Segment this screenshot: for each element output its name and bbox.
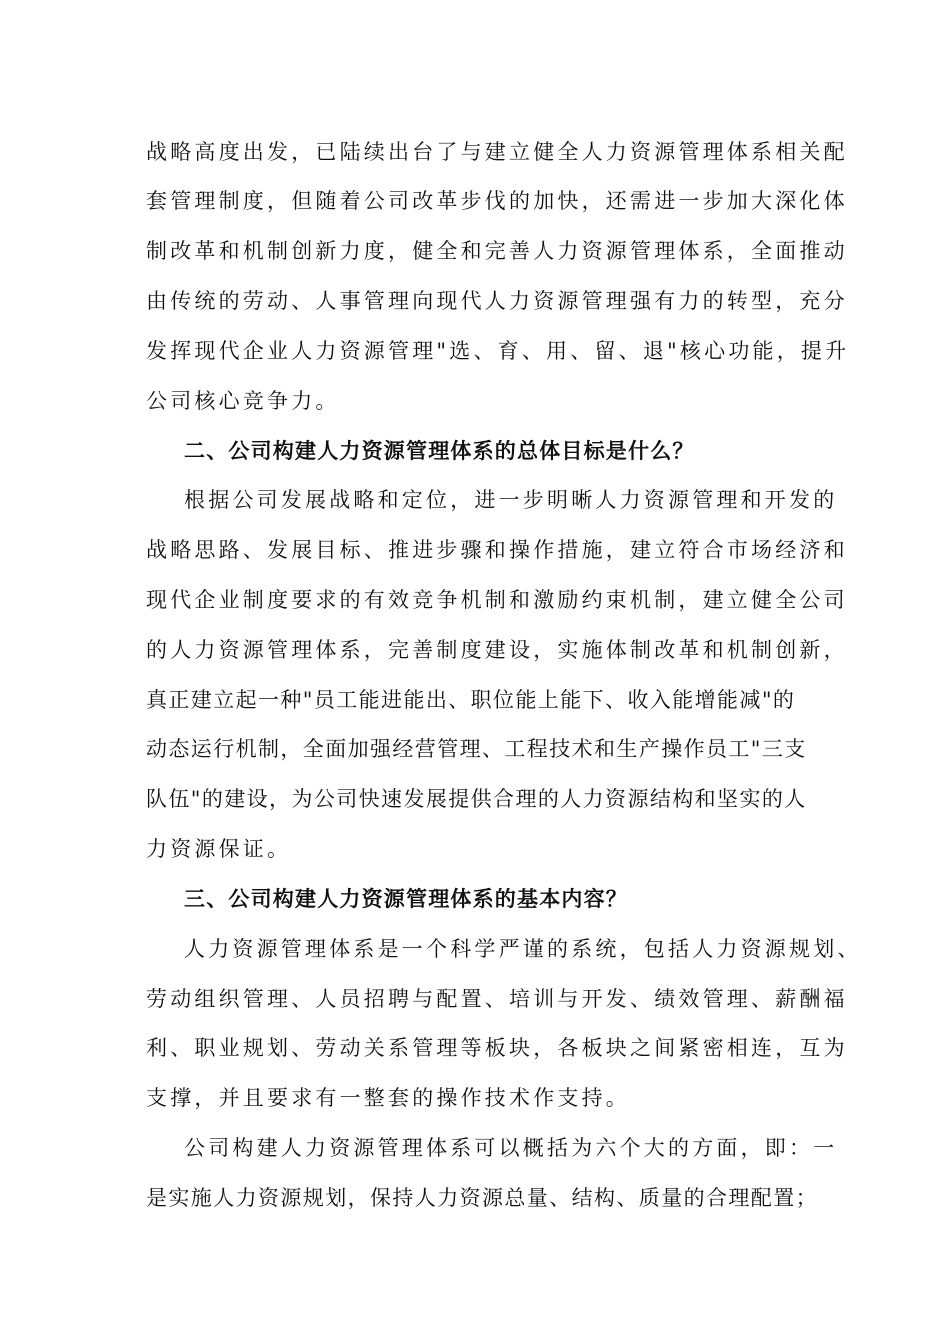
paragraph-line: 力资源保证。 [146,837,292,861]
paragraph-line: 制改革和机制创新力度，健全和完善人力资源管理体系，全面推动 [146,239,848,263]
paragraph-line: 队伍"的建设，为公司快速发展提供合理的人力资源结构和坚实的人 [146,787,807,811]
paragraph-line: 套管理制度，但随着公司改革步伐的加快，还需进一步加大深化体 [146,189,848,213]
paragraph-line: 支撑，并且要求有一整套的操作技术作支持。 [146,1086,630,1110]
paragraph-line: 战略思路、发展目标、推进步骤和操作措施，建立符合市场经济和 [146,538,848,562]
paragraph-line: 公司构建人力资源管理体系可以概括为六个大的方面，即：一 [184,1136,838,1160]
paragraph-line: 发挥现代企业人力资源管理"选、育、用、留、退"核心功能，提升 [146,339,850,363]
paragraph-line: 利、职业规划、劳动关系管理等板块，各板块之间紧密相连，互为 [146,1036,848,1060]
paragraph-line: 的人力资源管理体系，完善制度建设，实施体制改革和机制创新， [146,638,848,662]
paragraph-line: 根据公司发展战略和定位，进一步明晰人力资源管理和开发的 [184,488,838,512]
paragraph-line: 现代企业制度要求的有效竞争机制和激励约束机制，建立健全公司 [146,588,848,612]
section-heading: 三、公司构建人力资源管理体系的基本内容？ [184,887,628,911]
paragraph-line: 动态运行机制，全面加强经营管理、工程技术和生产操作员工"三支 [146,737,807,761]
paragraph-line: 是实施人力资源规划，保持人力资源总量、结构、质量的合理配置； [146,1186,818,1210]
paragraph-line: 真正建立起一种"员工能进能出、职位能上能下、收入能增能减"的 [146,688,796,712]
paragraph-line: 人力资源管理体系是一个科学严谨的系统，包括人力资源规划、 [184,937,862,961]
paragraph-line: 公司核心竞争力。 [146,389,340,413]
section-heading: 二、公司构建人力资源管理体系的总体目标是什么？ [184,439,695,463]
paragraph-line: 战略高度出发，已陆续出台了与建立健全人力资源管理体系相关配 [146,140,848,164]
paragraph-line: 由传统的劳动、人事管理向现代人力资源管理强有力的转型，充分 [146,289,848,313]
paragraph-line: 劳动组织管理、人员招聘与配置、培训与开发、绩效管理、薪酬福 [146,987,848,1011]
